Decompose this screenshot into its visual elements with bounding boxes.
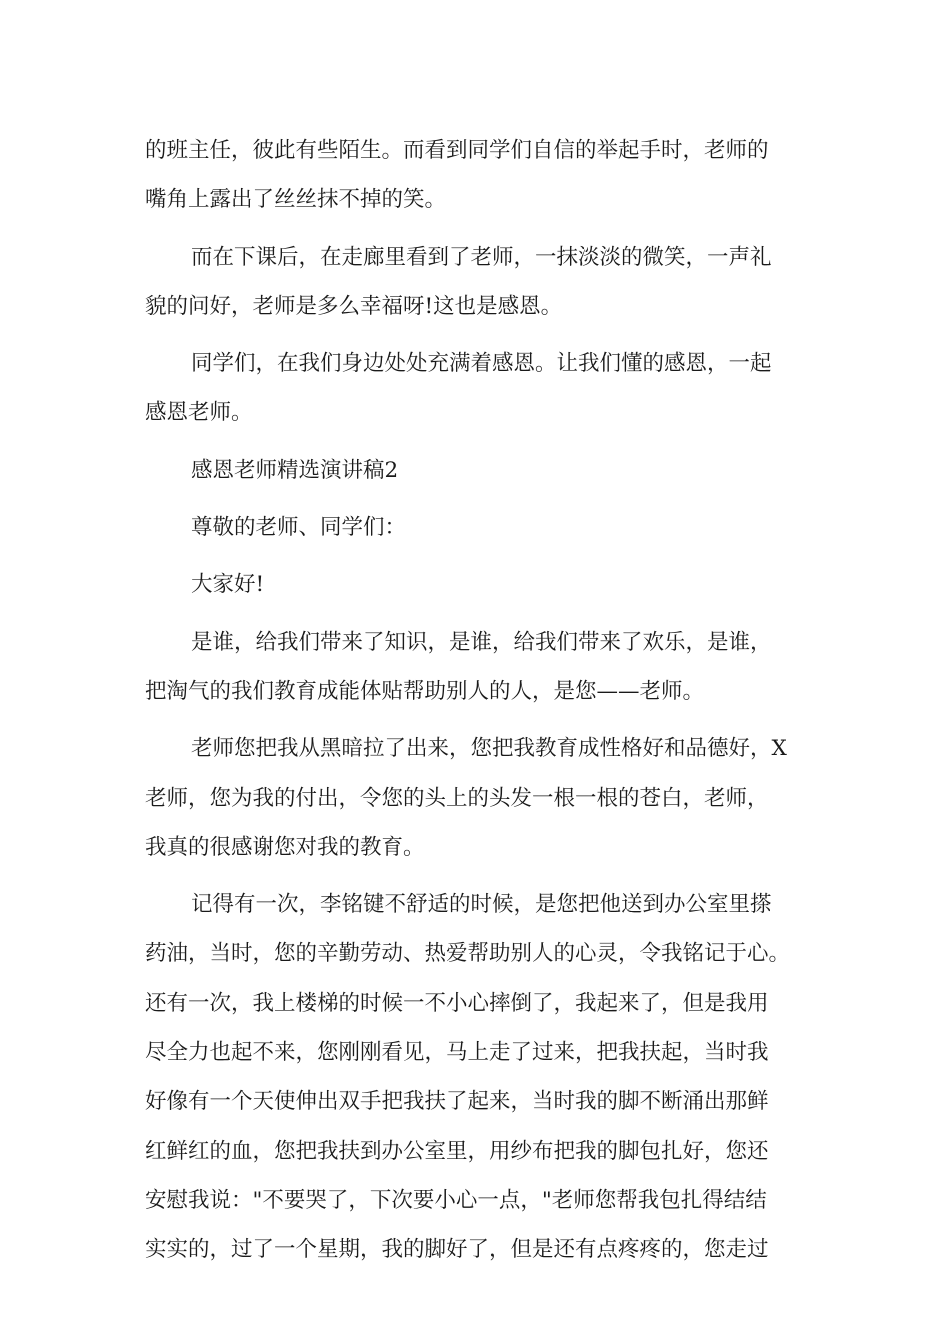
text-line: 大家好! <box>191 572 265 598</box>
text-line: 嘴角上露出了丝丝抹不掉的笑。 <box>145 187 447 213</box>
paragraph <box>145 880 815 1274</box>
text-line: 老师您把我从黑暗拉了出来，您把我教育成性格好和品德好，X <box>191 736 787 762</box>
paragraph <box>145 724 815 872</box>
text-line: 好像有一个天使伸出双手把我扶了起来，当时我的脚不断涌出那鲜 <box>145 1089 769 1115</box>
text-line: 把淘气的我们教育成能体贴帮助别人的人，是您——老师。 <box>145 678 705 704</box>
text-line: 尽全力也起不来，您刚刚看见，马上走了过来，把我扶起，当时我 <box>145 1040 769 1066</box>
text-line: 老师，您为我的付出，令您的头上的头发一根一根的苍白，老师， <box>145 785 769 811</box>
text-line: 安慰我说："不要哭了，下次要小心一点，"老师您帮我包扎得结结 <box>145 1187 767 1213</box>
text-line: 还有一次，我上楼梯的时候一不小心摔倒了，我起来了，但是我用 <box>145 990 769 1016</box>
text-line: 尊敬的老师、同学们： <box>191 515 407 541</box>
paragraph <box>145 126 815 225</box>
text-line: 而在下课后，在走廊里看到了老师，一抹淡淡的微笑，一声礼 <box>191 244 772 270</box>
text-line: 感恩老师。 <box>145 400 253 426</box>
greeting <box>145 560 815 609</box>
text-line: 的班主任，彼此有些陌生。而看到同学们自信的举起手时，老师的 <box>145 138 769 163</box>
paragraph <box>145 618 815 717</box>
text-line: 记得有一次，李铭键不舒适的时候，是您把他送到办公室里搽 <box>191 892 772 918</box>
text-line: 貌的问好，老师是多么幸福呀!这也是感恩。 <box>145 293 563 319</box>
text-line: 感恩老师精选演讲稿2 <box>191 457 399 483</box>
text-line: 实实的，过了一个星期，我的脚好了，但是还有点疼疼的，您走过 <box>145 1237 769 1263</box>
document-body <box>145 126 815 1283</box>
text-line: 红鲜红的血，您把我扶到办公室里，用纱布把我的脚包扎好，您还 <box>145 1138 769 1164</box>
text-line: 同学们，在我们身边处处充满着感恩。让我们懂的感恩，一起 <box>191 351 772 377</box>
text-line: 我真的很感谢您对我的教育。 <box>145 834 425 860</box>
salutation <box>145 503 815 552</box>
text-line: 药油，当时，您的辛勤劳动、热爱帮助别人的心灵，令我铭记于心。 <box>145 941 791 967</box>
text-line: 是谁，给我们带来了知识，是谁，给我们带来了欢乐，是谁， <box>191 629 772 655</box>
paragraph <box>145 233 815 332</box>
paragraph <box>145 339 815 438</box>
section-heading <box>145 446 815 495</box>
